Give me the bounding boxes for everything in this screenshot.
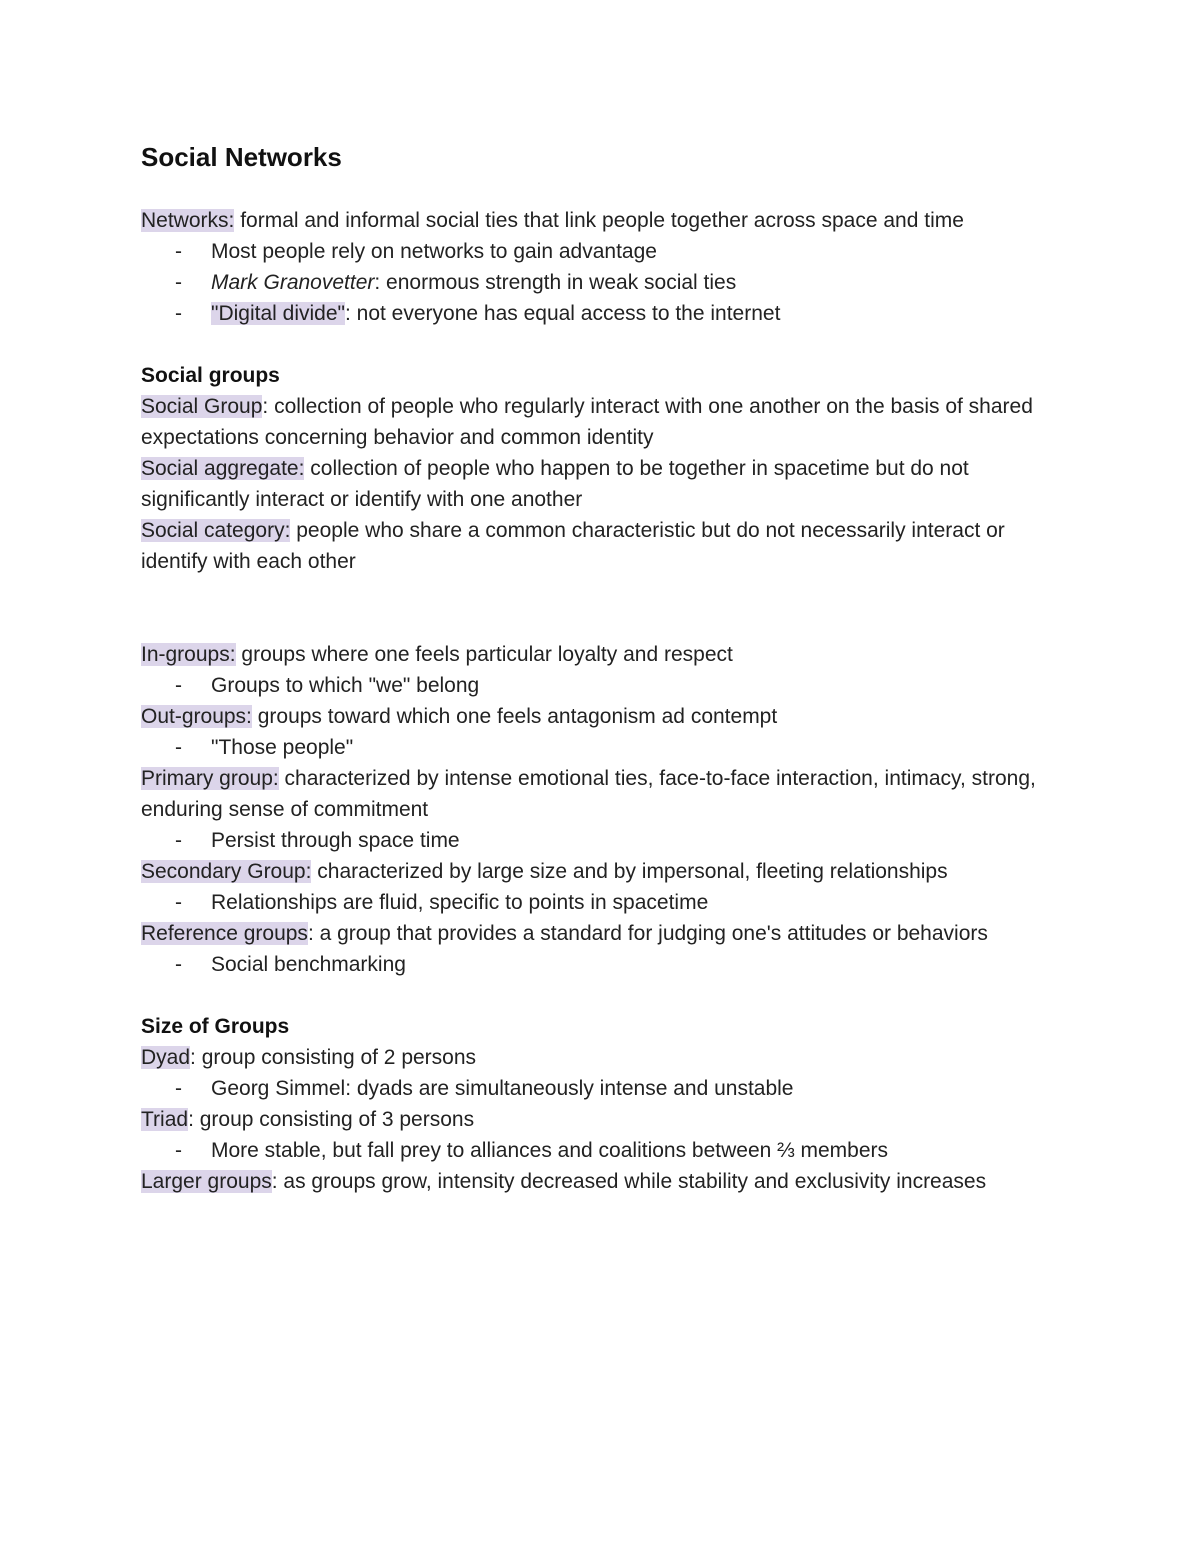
list-item: - Most people rely on networks to gain advantage	[141, 236, 1061, 267]
social-category-definition: Social category: people who share a common characteristic but do not necessarily interact or identify with each other	[141, 519, 1005, 573]
networks-def: formal and informal social ties that link people together across space and time	[234, 209, 964, 232]
networks-term: Networks:	[141, 209, 235, 232]
digital-divide-term: "Digital divide"	[211, 302, 345, 325]
list-item: - Social benchmarking	[141, 949, 1061, 980]
social-groups-heading: Social groups	[141, 364, 280, 387]
size-of-groups-heading: Size of Groups	[141, 1015, 290, 1038]
list-item: - Georg Simmel: dyads are simultaneously intense and unstable	[141, 1073, 1061, 1104]
networks-definition	[141, 205, 1061, 236]
larger-groups-definition: Larger groups: as groups grow, intensity decreased while stability and exclusivity increases	[141, 1170, 987, 1193]
secondary-group-definition: Secondary Group: characterized by large size and by impersonal, fleeting relationships	[141, 860, 948, 883]
social-category-term: Social category:	[141, 519, 291, 542]
dyad-definition: Dyad: group consisting of 2 persons	[141, 1046, 477, 1069]
list-item: - Relationships are fluid, specific to points in spacetime	[141, 887, 1061, 918]
triad-definition: Triad: group consisting of 3 persons	[141, 1108, 475, 1131]
reference-groups-definition: Reference groups: a group that provides a standard for judging one's attitudes or behaviors	[141, 922, 988, 945]
out-groups-term: Out-groups:	[141, 705, 252, 728]
list-item: - Groups to which "we" belong	[141, 670, 1061, 701]
reference-groups-term: Reference groups	[141, 922, 308, 945]
out-groups-definition: Out-groups: groups toward which one feels antagonism ad contempt	[141, 705, 778, 728]
triad-term: Triad	[141, 1108, 189, 1131]
social-aggregate-term: Social aggregate:	[141, 457, 305, 480]
in-groups-term: In-groups:	[141, 643, 236, 666]
secondary-group-term: Secondary Group:	[141, 860, 312, 883]
page-title: Social Networks	[141, 142, 342, 172]
list-item: - Mark Granovetter: enormous strength in weak social ties	[141, 267, 1061, 298]
primary-group-definition: Primary group: characterized by intense emotional ties, face-to-face interaction, intimacy, strong, enduring sense of commitment	[141, 767, 1036, 821]
list-item: - "Digital divide": not everyone has equal access to the internet	[141, 298, 1061, 329]
list-item: - Persist through space time	[141, 825, 1061, 856]
social-group-term: Social Group	[141, 395, 263, 418]
social-aggregate-definition: Social aggregate: collection of people who happen to be together in spacetime but do not significantly interact or identify with one another	[141, 457, 969, 511]
social-group-definition: Social Group: collection of people who regularly interact with one another on the basis of shared expectations concerning behavior and common identity	[141, 395, 1033, 449]
list-item: - "Those people"	[141, 732, 1061, 763]
document-page	[141, 140, 1061, 1197]
dyad-term: Dyad	[141, 1046, 191, 1069]
in-groups-definition: In-groups: groups where one feels particular loyalty and respect	[141, 643, 733, 666]
primary-group-term: Primary group:	[141, 767, 279, 790]
list-item: - More stable, but fall prey to alliances and coalitions between ⅔ members	[141, 1135, 1061, 1166]
granovetter-name: Mark Granovetter	[211, 271, 375, 294]
networks-bullets	[141, 236, 1061, 329]
larger-groups-term: Larger groups	[141, 1170, 272, 1193]
